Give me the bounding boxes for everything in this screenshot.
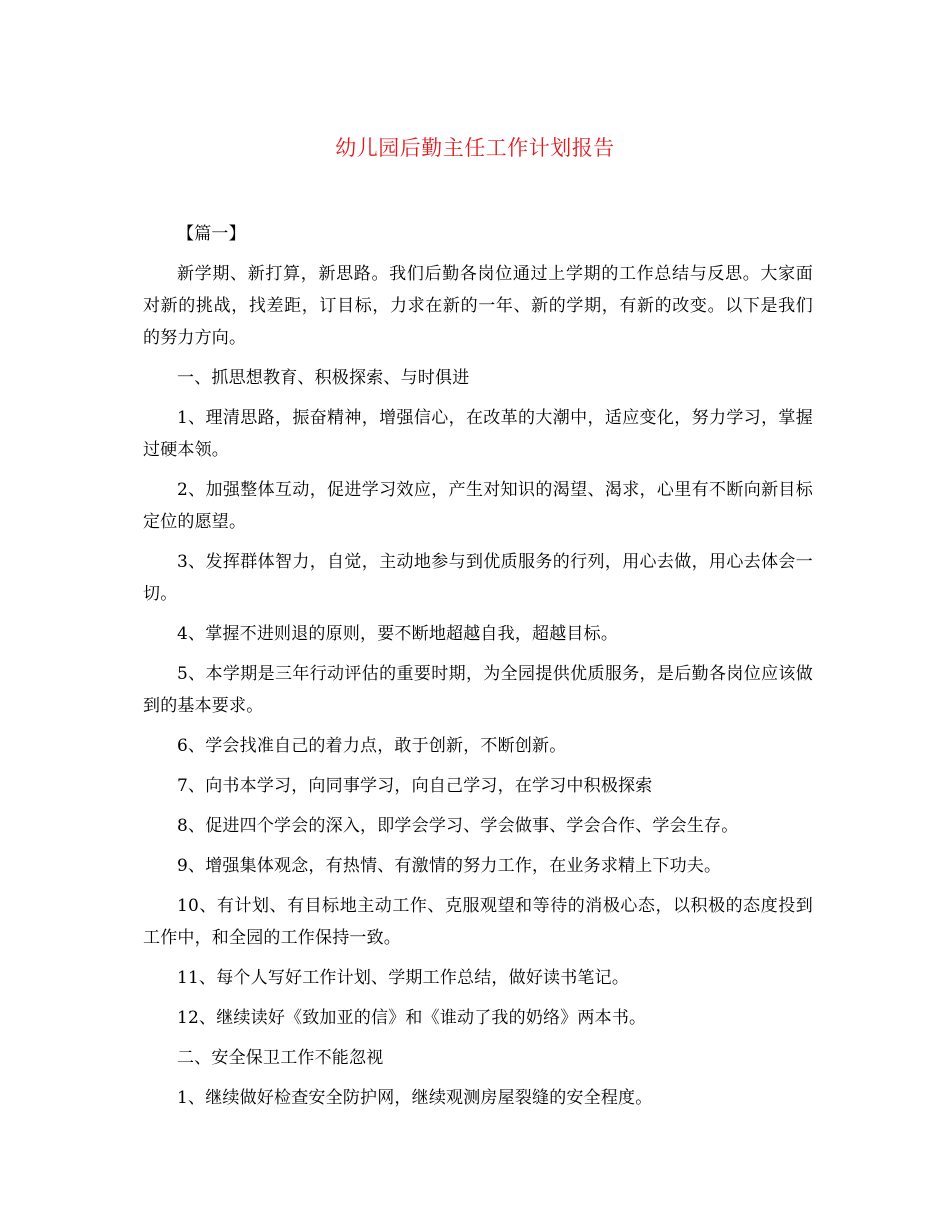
list-item: 6、学会找准自己的着力点，敢于创新，不断创新。 xyxy=(177,736,567,756)
intro-paragraph: 新学期、新打算，新思路。我们后勤各岗位通过上学期的工作总结与反思。大家面对新的挑战，找差距，订目标，力求在新的一年、新的学期，有新的改变。以下是我们的努力方向。 xyxy=(143,264,813,348)
document-title: 幼儿园后勤主任工作计划报告 xyxy=(335,136,615,160)
document-body xyxy=(143,218,813,1122)
list-item: 8、促进四个学会的深入，即学会学习、学会做事、学会合作、学会生存。 xyxy=(177,816,739,836)
list-item: 7、向书本学习，向同事学习，向自己学习，在学习中积极探索 xyxy=(177,776,653,796)
list-item: 9、增强集体观念，有热情、有激情的努力工作，在业务求精上下功夫。 xyxy=(177,856,722,876)
section-marker: 【篇一】 xyxy=(177,224,246,244)
list-item: 3、发挥群体智力，自觉，主动地参与到优质服务的行列，用心去做，用心去体会一切。 xyxy=(143,552,813,604)
list-item: 2、加强整体互动，促进学习效应，产生对知识的渴望、渴求，心里有不断向新目标定位的愿望。 xyxy=(143,480,813,532)
list-item: 5、本学期是三年行动评估的重要时期，为全园提供优质服务，是后勤各岗位应该做到的基本要求。 xyxy=(143,664,813,716)
section-heading-1: 一、抓思想教育、积极探索、与时俱进 xyxy=(177,368,470,388)
list-item: 10、有计划、有目标地主动工作、克服观望和等待的消极心态，以积极的态度投到工作中，和全园的工作保持一致。 xyxy=(143,896,813,948)
list-item: 4、掌握不进则退的原则，要不断地超越自我，超越目标。 xyxy=(177,624,619,644)
list-item: 11、每个人写好工作计划、学期工作总结，做好读书笔记。 xyxy=(177,968,630,988)
list-item: 12、继续读好《致加亚的信》和《谁动了我的奶络》两本书。 xyxy=(177,1008,647,1028)
list-item: 1、继续做好检查安全防护网，继续观测房屋裂缝的安全程度。 xyxy=(177,1088,653,1108)
section-heading-2: 二、安全保卫工作不能忽视 xyxy=(177,1048,384,1068)
list-item: 1、理清思路，振奋精神，增强信心，在改革的大潮中，适应变化，努力学习，掌握过硬本领。 xyxy=(143,408,813,460)
